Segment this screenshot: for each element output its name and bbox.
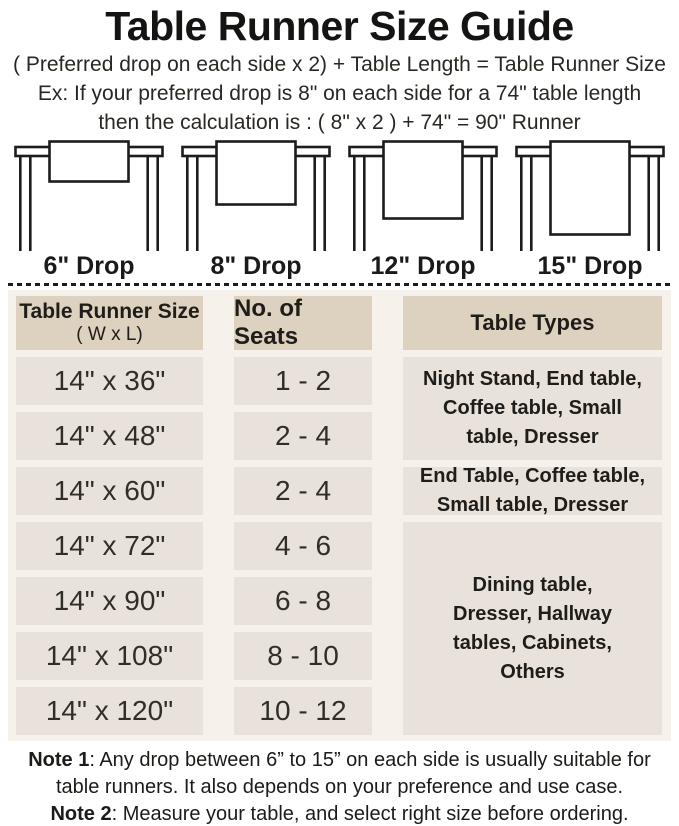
seats-cell: 2 - 4 — [234, 412, 372, 460]
drop-illustration-15 — [514, 140, 666, 280]
table-runner-8-drop-icon — [180, 140, 332, 253]
runner-size-cell: 14" x 60" — [16, 467, 203, 515]
drop-label-12: 12" Drop — [370, 252, 476, 280]
note-2-label: Note 2 — [50, 803, 112, 825]
seats-cell: 2 - 4 — [234, 467, 372, 515]
notes-section — [0, 747, 679, 826]
table-runner-15-drop-icon — [514, 140, 666, 253]
table-types-text: Night Stand, End table, Coffee table, Small table, Dresser — [423, 368, 642, 448]
formula-text: ( Preferred drop on each side x 2) + Table Length = Table Runner Size — [13, 53, 666, 76]
runner-size-cell: 14" x 90" — [16, 577, 203, 625]
column-header-seats: No. of Seats — [234, 296, 372, 350]
dashed-divider — [8, 283, 671, 286]
column-header-runner-size — [16, 296, 203, 350]
seats-cell: 8 - 10 — [234, 632, 372, 680]
runner-rect — [217, 142, 296, 205]
note-1-line-2: table runners. It also depends on your preference and use case. — [55, 776, 624, 798]
drop-label-15: 15" Drop — [537, 252, 643, 280]
runner-size-cell: 14" x 36" — [16, 357, 203, 405]
seats-cell: 4 - 6 — [234, 522, 372, 570]
seats-cell: 10 - 12 — [234, 687, 372, 735]
note-1-line-1 — [0, 747, 679, 774]
table-types-text: End Table, Coffee table, Small table, Dresser — [419, 465, 646, 516]
header-runner-size-sublabel: ( W x L) — [76, 324, 143, 345]
example-text-line1: Ex: If your preferred drop is 8" on each side for a 74" table length — [37, 82, 642, 105]
page-title: Table Runner Size Guide — [105, 3, 574, 49]
drop-illustration-12 — [347, 140, 499, 280]
size-guide-table — [8, 290, 671, 741]
note-2-line — [0, 801, 679, 826]
column-header-table-types: Table Types — [403, 296, 662, 350]
note-1-label: Note 1 — [28, 749, 90, 771]
drop-illustration-6 — [13, 140, 165, 280]
header-runner-size-label: Table Runner Size — [19, 300, 200, 323]
table-types-group-medium — [403, 467, 662, 515]
runner-rect — [50, 142, 129, 182]
drop-illustrations — [0, 140, 679, 280]
runner-size-cell: 14" x 120" — [16, 687, 203, 735]
runner-rect — [384, 142, 463, 219]
seats-cell: 1 - 2 — [234, 357, 372, 405]
seats-cell: 6 - 8 — [234, 577, 372, 625]
table-types-group-large — [403, 522, 662, 735]
drop-label-8: 8" Drop — [210, 252, 302, 280]
table-types-group-small — [403, 357, 662, 460]
drop-label-6: 6" Drop — [43, 252, 135, 280]
table-runner-6-drop-icon — [13, 140, 165, 253]
drop-illustration-8 — [180, 140, 332, 280]
table-runner-12-drop-icon — [347, 140, 499, 253]
header-section — [0, 0, 679, 137]
runner-size-cell: 14" x 48" — [16, 412, 203, 460]
note-1-text-part1: : Any drop between 6” to 15” on each side is usually suitable for — [89, 749, 651, 771]
note-2-text: : Measure your table, and select right size before ordering. — [111, 803, 629, 825]
runner-rect — [551, 142, 630, 235]
table-types-text: Dining table, Dresser, Hallway tables, Cabinets, Others — [453, 573, 612, 683]
runner-size-cell: 14" x 72" — [16, 522, 203, 570]
runner-size-cell: 14" x 108" — [16, 632, 203, 680]
example-text-line2: then the calculation is : ( 8" x 2 ) + 74" = 90" Runner — [98, 111, 581, 134]
